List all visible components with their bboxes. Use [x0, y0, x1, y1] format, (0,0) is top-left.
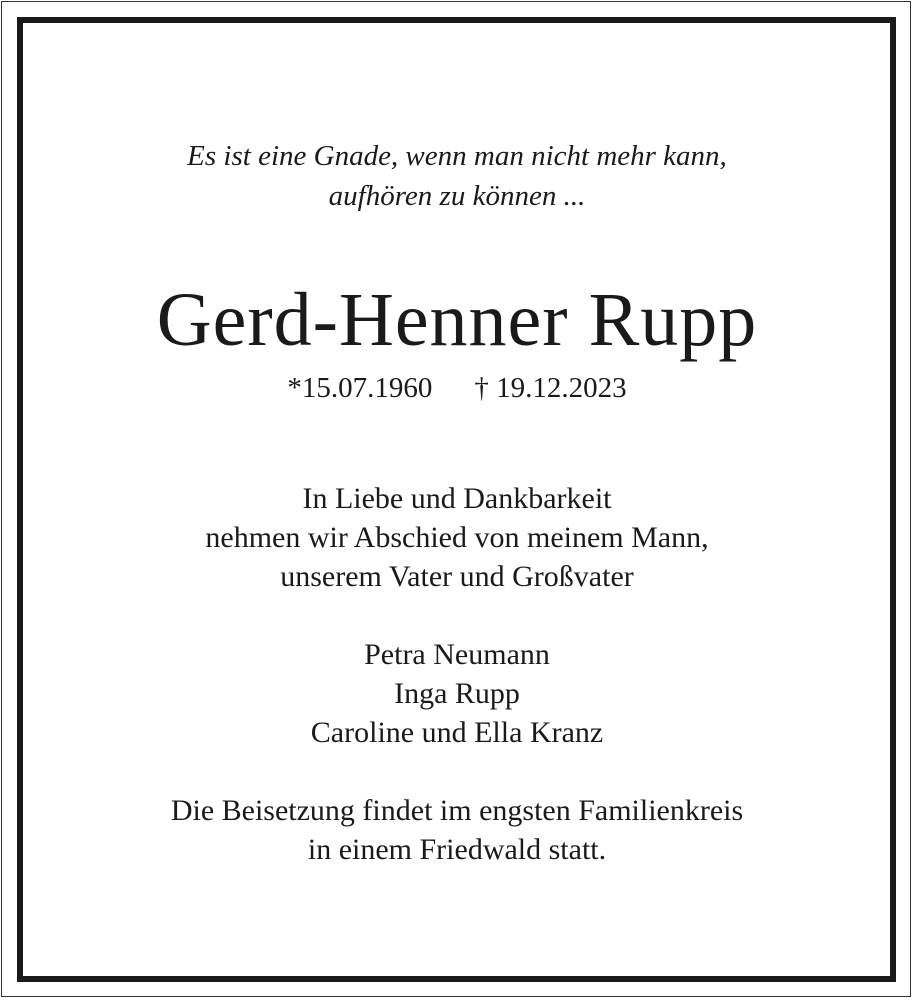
mourner-name: Inga Rupp [394, 677, 520, 710]
mourner-name: Petra Neumann [364, 638, 550, 671]
deceased-name: Gerd-Henner Rupp [156, 278, 758, 362]
funeral-info-line-1: Die Beisetzung findet im engsten Familienkreis [170, 794, 744, 827]
motto-line-2: aufhören zu können ... [328, 180, 586, 212]
farewell-line-3: unserem Vater und Großvater [280, 560, 634, 593]
death-date: † 19.12.2023 [474, 372, 627, 404]
motto-line-1: Es ist eine Gnade, wenn man nicht mehr kann, [187, 140, 727, 172]
mourner-name: Caroline und Ella Kranz [310, 716, 604, 749]
farewell-line-1: In Liebe und Dankbarkeit [302, 482, 612, 515]
farewell-line-2: nehmen wir Abschied von meinem Mann, [205, 521, 709, 554]
funeral-info-line-2: in einem Friedwald statt. [307, 833, 607, 866]
birth-date: *15.07.1960 [287, 372, 433, 404]
life-dates [0, 374, 914, 403]
